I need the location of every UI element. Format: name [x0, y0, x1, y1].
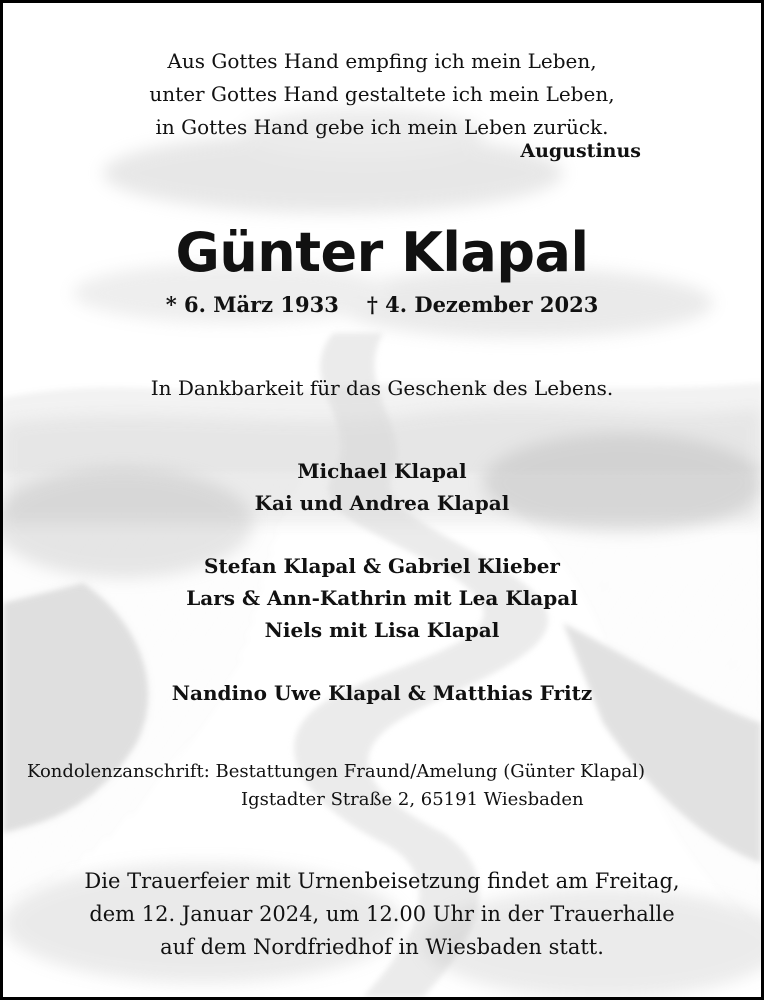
condolence-address-line-1: Kondolenzanschrift: Bestattungen Fraund/Amelung (Günter Klapal) — [27, 761, 646, 782]
mourner-line: Kai und Andrea Klapal — [254, 491, 510, 515]
mourner-line: Lars & Ann-Kathrin mit Lea Klapal — [186, 586, 578, 610]
life-dates — [3, 292, 761, 317]
verse-line-2: unter Gottes Hand gestaltete ich mein Leben, — [149, 82, 615, 106]
verse-line-1: Aus Gottes Hand empfing ich mein Leben, — [167, 49, 597, 73]
mourner-line: Nandino Uwe Klapal & Matthias Fritz — [171, 681, 593, 705]
condolence-address-line-2: Igstadter Straße 2, 65191 Wiesbaden — [241, 789, 584, 810]
verse-line-3: in Gottes Hand gebe ich mein Leben zurück. — [155, 115, 609, 139]
mourner-line: Stefan Klapal & Gabriel Klieber — [204, 554, 560, 578]
deceased-name: Günter Klapal — [175, 221, 589, 284]
verse-author: Augustinus — [520, 140, 641, 162]
service-info-line-2: dem 12. Januar 2024, um 12.00 Uhr in der Trauerhalle — [89, 902, 675, 926]
dedication-text: In Dankbarkeit für das Geschenk des Lebens. — [150, 376, 614, 400]
mourner-line: Niels mit Lisa Klapal — [264, 618, 500, 642]
service-info-line-1: Die Trauerfeier mit Urnenbeisetzung findet am Freitag, — [84, 869, 680, 893]
birth-date: * 6. März 1933 — [165, 292, 339, 317]
service-info-line-3: auf dem Nordfriedhof in Wiesbaden statt. — [160, 935, 604, 959]
death-date: † 4. Dezember 2023 — [366, 292, 599, 317]
mourner-line: Michael Klapal — [297, 459, 467, 483]
